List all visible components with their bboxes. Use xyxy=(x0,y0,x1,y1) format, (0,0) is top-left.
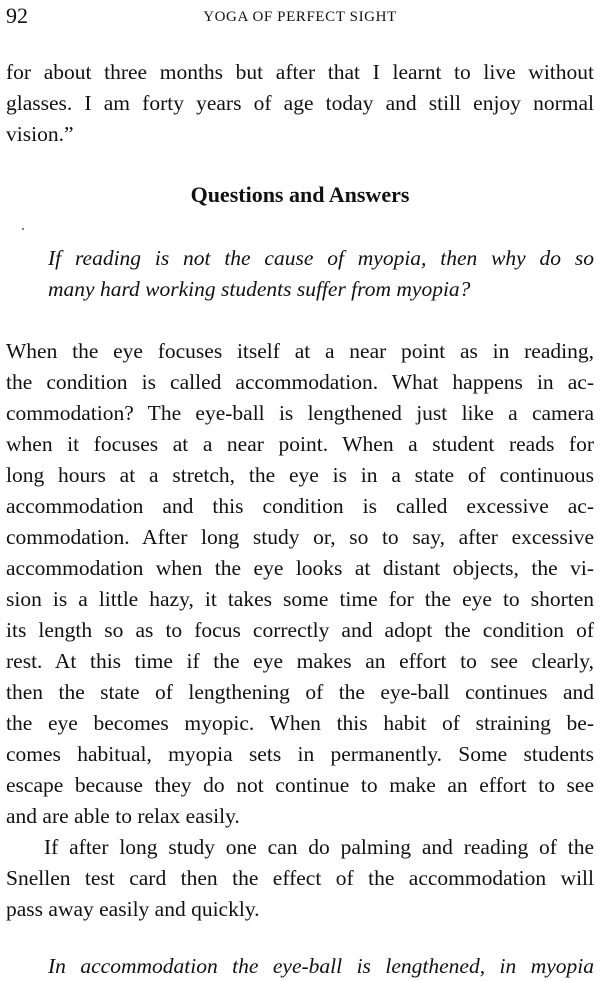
page-header xyxy=(6,2,594,32)
answer-line: and are able to relax easily. xyxy=(6,804,240,828)
answer-line: accommodation and this condition is called excessive ac- xyxy=(6,494,594,518)
page-number: 92 xyxy=(6,3,28,28)
answer-line: the eye becomes myopic. When this habit of straining be- xyxy=(6,711,594,735)
answer-line: commodation. After long study or, so to say, after excessive xyxy=(6,525,594,549)
answer-line: its length so as to focus correctly and adopt the condition of xyxy=(6,618,594,642)
question-line: If reading is not the cause of myopia, then why do so xyxy=(48,246,594,270)
answer-line: When the eye focuses itself at a near point as in reading, xyxy=(6,339,594,363)
answer-line: If after long study one can do palming and reading of the xyxy=(44,835,594,859)
answer-line: rest. At this time if the eye makes an effort to see clearly, xyxy=(6,649,594,673)
answer-line: escape because they do not continue to make an effort to see xyxy=(6,773,594,797)
intro-line: vision.” xyxy=(6,122,74,146)
question-line: In accommodation the eye-ball is lengthened, in myopia xyxy=(48,954,594,978)
answer-line: long hours at a stretch, the eye is in a state of continuous xyxy=(6,463,594,487)
answer-line: accommodation when the eye looks at distant objects, the vi- xyxy=(6,556,594,580)
intro-line: for about three months but after that I learnt to live without xyxy=(6,60,594,84)
intro-line: glasses. I am forty years of age today and still enjoy normal xyxy=(6,91,594,115)
section-heading: Questions and Answers xyxy=(190,182,410,207)
running-title: YOGA OF PERFECT SIGHT xyxy=(203,9,397,25)
answer-line: Snellen test card then the effect of the accommodation will xyxy=(6,866,594,890)
answer-line: comes habitual, myopia sets in permanently. Some students xyxy=(6,742,594,766)
answer-line: pass away easily and quickly. xyxy=(6,897,260,921)
answer-line: then the state of lengthening of the eye-ball continues and xyxy=(6,680,594,704)
print-speck xyxy=(22,228,24,230)
answer-line: when it focuses at a near point. When a student reads for xyxy=(6,432,594,456)
answer-line: commodation? The eye-ball is lengthened just like a camera xyxy=(6,401,594,425)
answer-line: sion is a little hazy, it takes some time for the eye to shorten xyxy=(6,587,594,611)
question-line: many hard working students suffer from myopia? xyxy=(48,277,471,301)
answer-line: the condition is called accommodation. What happens in ac- xyxy=(6,370,594,394)
